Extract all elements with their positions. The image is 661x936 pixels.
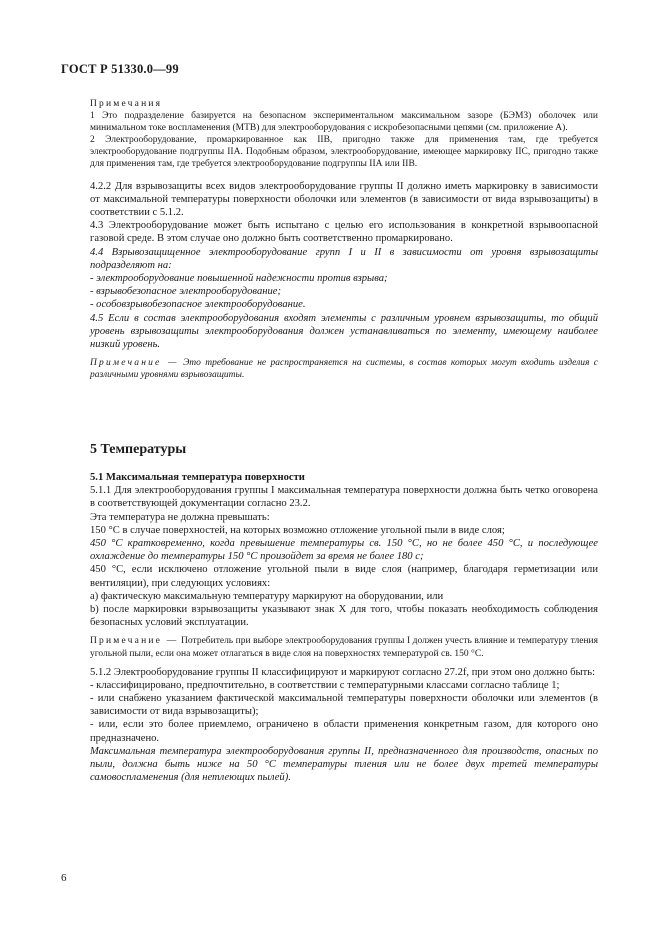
section-title: 5 Температуры <box>90 442 187 457</box>
paragraph-5-1-1-a: Эта температура не должна превышать: <box>90 511 270 523</box>
paragraph-5-1-1-d: 450 °С, если исключено отложение угольной пыли в виде слоя (например, благодаря герметизации или вентиляции), при следующих условиях: <box>90 564 598 589</box>
list-item: - электрооборудование повышенной надежности против взрыва; <box>90 272 388 284</box>
paragraph-5-1-1-e: а) фактическую максимальную температуру маркируют на оборудовании, или <box>90 590 444 602</box>
paragraph-4-3: 4.3 Электрооборудование может быть испытано с целью его использования в конкретной взрывоопасной газовой среде. В этом случае оно должно быть соответственно промаркировано. <box>90 220 598 245</box>
list-item: - взрывобезопасное электрооборудование; <box>90 286 282 298</box>
note-2: 2 Электрооборудование, промаркированное как IIВ, пригодно также для применения там, где требуется электрооборудование подгруппы IIА. Подобным образом, электрооборудование, имеющее маркировку IIС, пригодно также для применения там, где требуется электрооборудование подгруппы IIА или IIВ. <box>90 135 598 170</box>
paragraph-4-2-2: 4.2.2 Для взрывозащиты всех видов электрооборудование группы II должно иметь маркировку в зависимости от максимальной температуры поверхности оболочки или элементов (в зависимости от вида взрывозащиты) в соответствии с 5.1.2. <box>90 180 598 218</box>
paragraph-5-1-1: 5.1.1 Для электрооборудования группы I максимальная температура поверхности должна быть четко оговорена в соответствующей документации согласно 23.2. <box>90 485 598 510</box>
paragraph-5-1-1-b: 150 °С в случае поверхностей, на которых возможно отложение угольной пыли в виде слоя; <box>90 524 505 536</box>
note-1: 1 Это подразделение базируется на безопасном экспериментальном максимальном зазоре (БЭМЗ) оболочек или минимальном токе воспламенения (МТВ) для электрооборудования с искробезопасными цепями (см. приложение А). <box>90 111 598 134</box>
lower-content <box>90 471 598 784</box>
subsection-title: 5.1 Максимальная температура поверхности <box>90 472 305 483</box>
page-number: 6 <box>61 872 67 884</box>
paragraph-4-4: 4.4 Взрывозащищенное электрооборудование групп I и II в зависимости от уровня взрывозащиты подразделяют на: <box>90 246 598 271</box>
note-4-label: Примечание — <box>90 636 179 647</box>
document-header: ГОСТ Р 51330.0—99 <box>61 62 179 76</box>
note-4 <box>90 635 598 659</box>
list-item: - особовзрывобезопасное электрооборудование. <box>90 299 306 311</box>
note-4-text: Потребитель при выборе электрооборудования группы I должен учесть влияние и температуру тления угольной пыли, если она может отлагаться в виде слоя на поверхностях температурой св. 150 °С. <box>90 636 598 659</box>
note-3 <box>90 357 598 381</box>
note-3-label: Примечание — <box>90 358 179 369</box>
paragraph-5-1-1-c: 450 °С кратковременно, когда превышение температуры св. 150 °С, но не более 450 °С, и последующее охлаждение до температуры 150 °С произойдет за время не более 180 с; <box>90 538 598 563</box>
paragraph-5-1-2: 5.1.2 Электрооборудование группы II классифицируют и маркируют согласно 27.2f, при этом оно должно быть: <box>90 666 596 678</box>
notes-title: Примечания <box>90 99 163 109</box>
list-item: - или, если это более приемлемо, ограничено в области применения конкретным газом, для которого оно предназначено. <box>90 719 598 744</box>
upper-content <box>90 98 598 381</box>
list-item: - классифицировано, предпочтительно, в соответствии с температурными классами согласно таблице 1; <box>90 679 560 691</box>
paragraph-5-1-2-final: Максимальная температура электрооборудования группы II, предназначенного для производств, опасных по пыли, должна быть ниже на 50 °С температуры тления или не более двух третей температуры самовоспламенения (для нетлеющих пылей). <box>90 745 598 784</box>
paragraph-5-1-1-f: b) после маркировки взрывозащиты указывают знак X для того, чтобы показать необходимость соблюдения безопасных условий эксплуатации. <box>90 604 598 629</box>
list-item: - или снабжено указанием фактической максимальной температуры поверхности оболочки или элементов (в зависимости от вида взрывозащиты); <box>90 693 598 718</box>
paragraph-4-5: 4.5 Если в состав электрооборудования входят элементы с различным уровнем взрывозащиты, то общий уровень взрывозащиты электрооборудования должен устанавливаться по элементу, имеющему наиболее низкий уровень. <box>90 312 598 350</box>
note-3-text: Это требование не распространяется на системы, в состав которых могут входить изделия с различными уровнями взрывозащиты. <box>90 358 599 381</box>
